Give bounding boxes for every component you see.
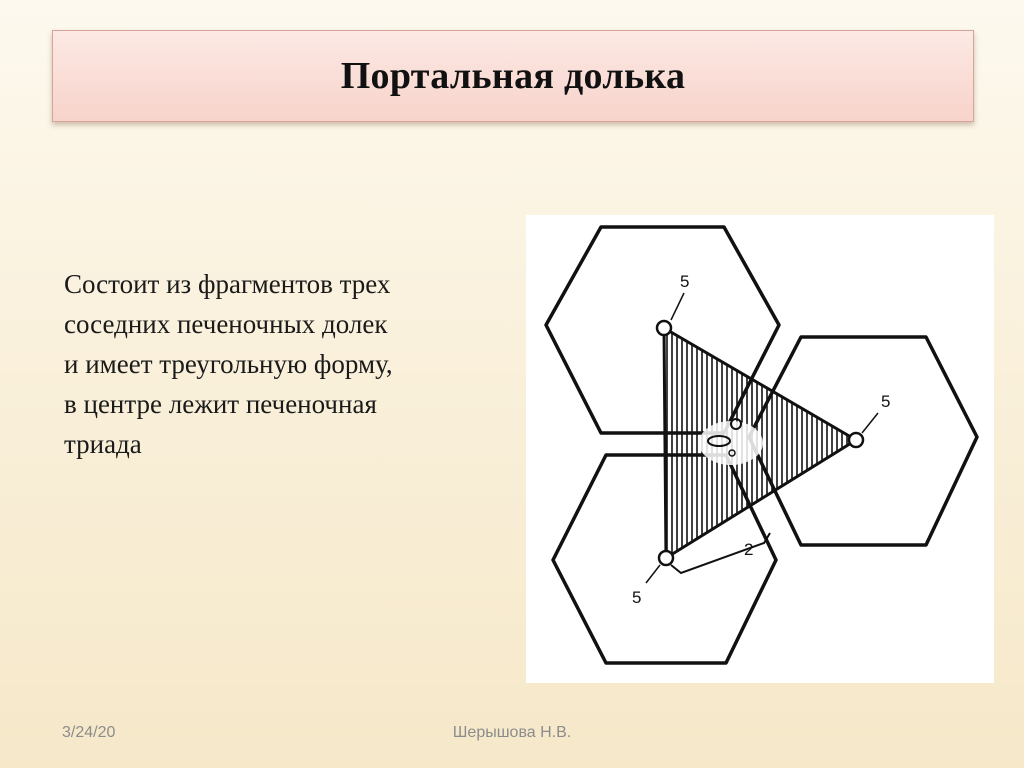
central-vein-bottom (659, 551, 673, 565)
footer-date: 3/24/20 (62, 724, 116, 741)
footer-author: Шерышова Н.В. (452, 724, 572, 741)
label-central-vein-top: 5 (680, 272, 690, 291)
body-line: и имеет треугольную форму, (64, 349, 393, 379)
body-line: соседних печеночных долек (64, 309, 388, 339)
central-vein-right (849, 433, 863, 447)
title-box (52, 30, 974, 122)
slide-title: Портальная долька (340, 55, 686, 97)
body-line: Состоит из фрагментов трех (64, 269, 391, 299)
label-dimension: 2 (744, 540, 754, 559)
label-central-vein-bottom: 5 (632, 588, 642, 607)
leader-line (646, 565, 660, 583)
central-vein-top (657, 321, 671, 335)
leader-line (862, 413, 878, 433)
portal-lobule-diagram (526, 215, 994, 683)
diagram-svg (526, 215, 994, 683)
leader-line (671, 293, 684, 320)
body-text (64, 264, 504, 464)
body-line: триада (64, 429, 142, 459)
label-central-vein-right: 5 (881, 392, 891, 411)
body-line: в центре лежит печеночная (64, 389, 377, 419)
